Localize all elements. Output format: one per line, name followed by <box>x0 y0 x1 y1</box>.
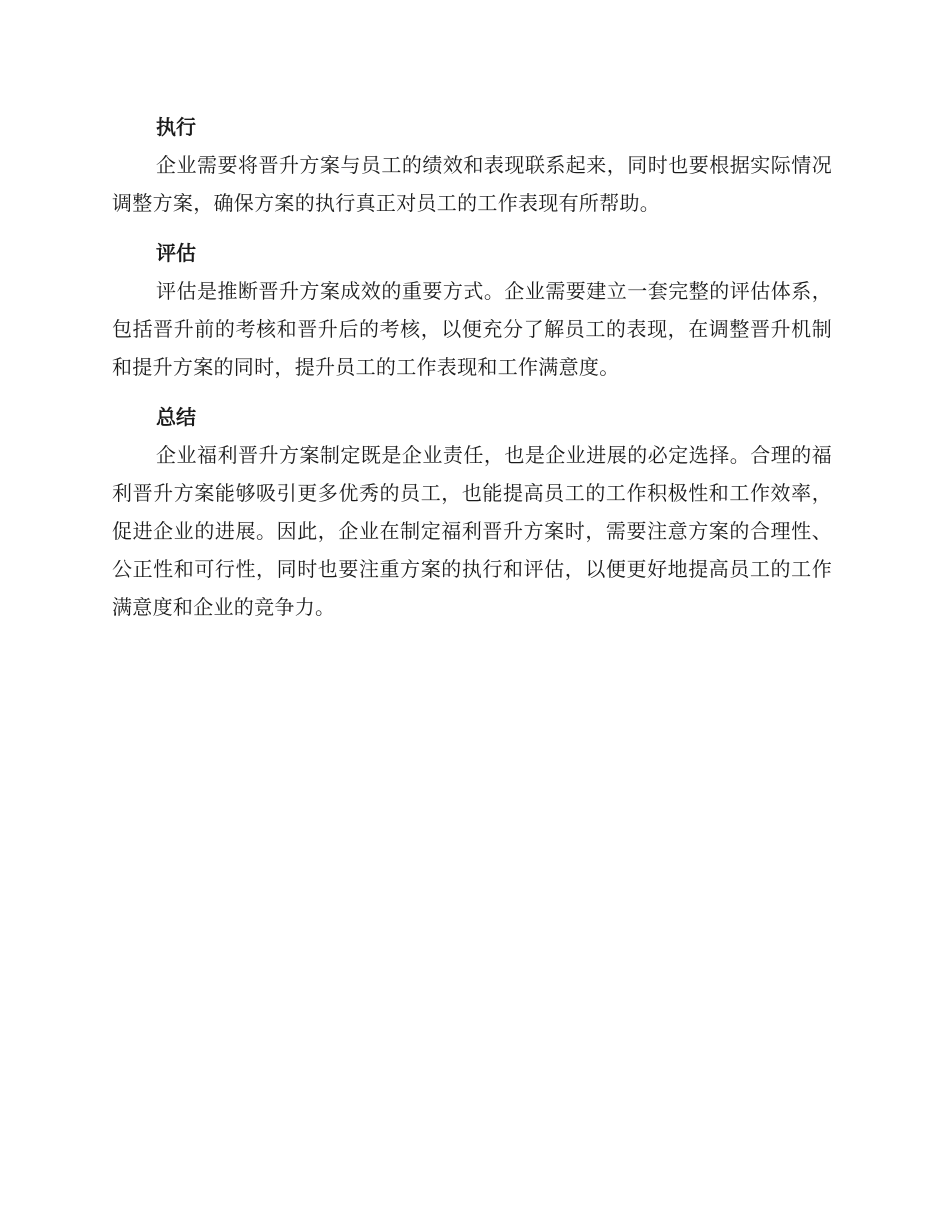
section-evaluation <box>112 234 832 386</box>
section-heading-evaluation: 评估 <box>156 241 196 265</box>
document-content <box>112 108 832 638</box>
section-body-evaluation: 评估是推断晋升方案成效的重要方式。企业需要建立一套完整的评估体系，包括晋升前的考核和晋升后的考核，以便充分了解员工的表现，在调整晋升机制和提升方案的同时，提升员工的工作表现和工作满意度。 <box>112 279 832 379</box>
section-heading-execution: 执行 <box>156 115 196 139</box>
section-body-execution: 企业需要将晋升方案与员工的绩效和表现联系起来，同时也要根据实际情况调整方案，确保方案的执行真正对员工的工作表现有所帮助。 <box>112 153 832 215</box>
section-heading-summary: 总结 <box>156 405 196 429</box>
section-body-summary: 企业福利晋升方案制定既是企业责任，也是企业进展的必定选择。合理的福利晋升方案能够吸引更多优秀的员工，也能提高员工的工作积极性和工作效率，促进企业的进展。因此，企业在制定福利晋升方案时，需要注意方案的合理性、公正性和可行性，同时也要注重方案的执行和评估，以便更好地提高员工的工作满意度和企业的竞争力。 <box>112 443 832 619</box>
section-execution <box>112 108 832 222</box>
section-summary <box>112 398 832 626</box>
